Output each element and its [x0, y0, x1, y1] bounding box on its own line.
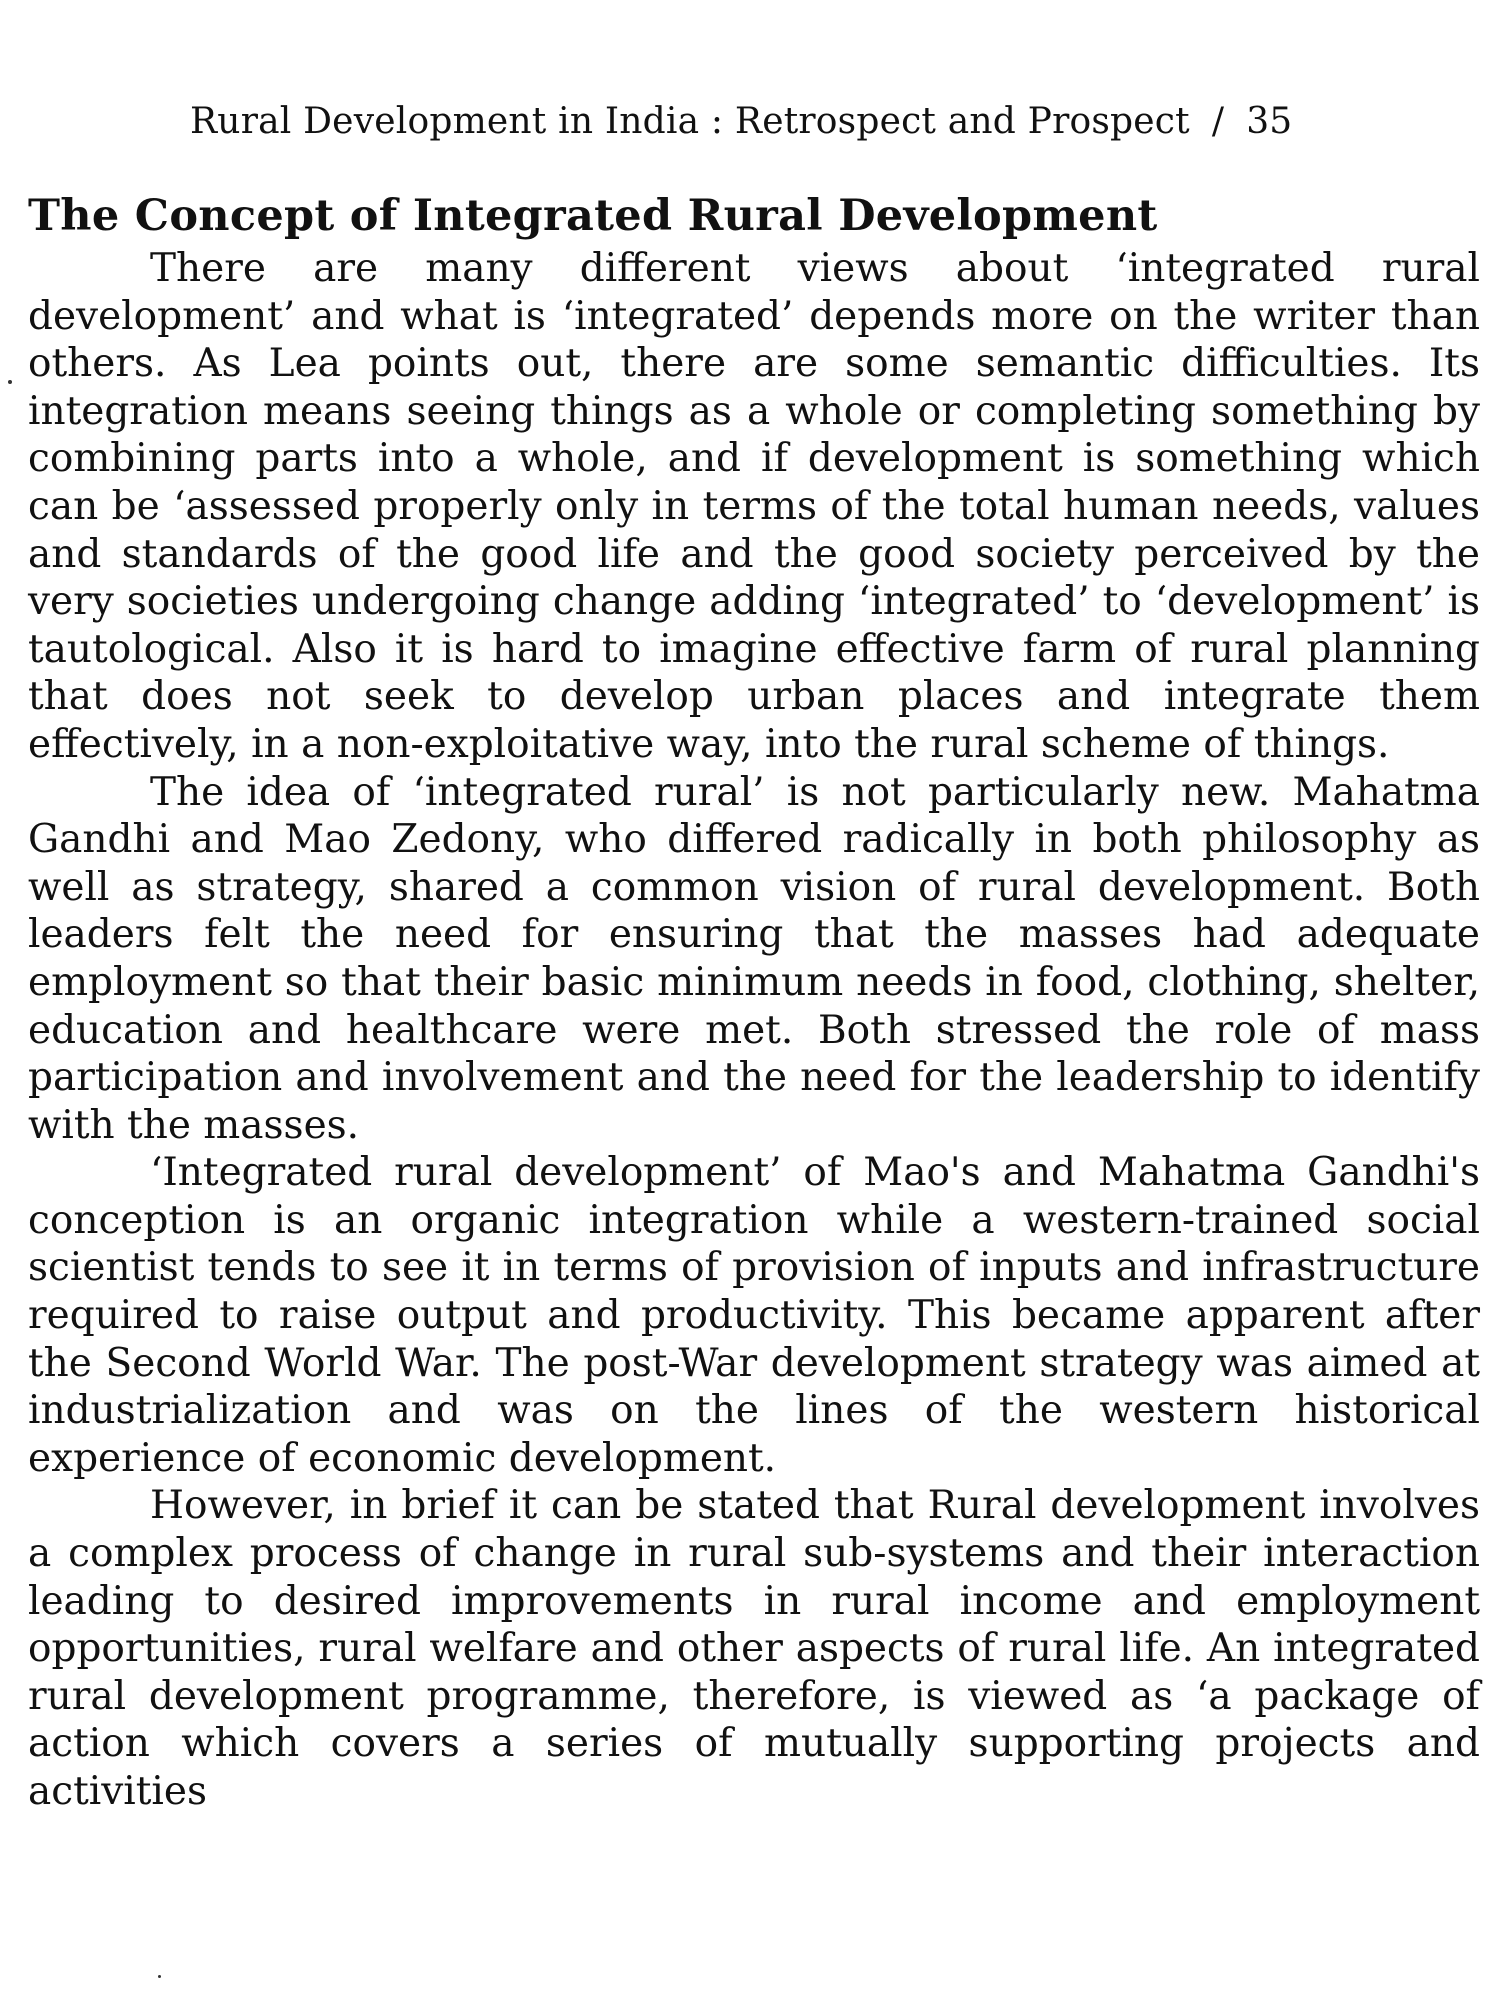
body-text [28, 245, 1480, 1816]
running-title: Rural Development in India : Retrospect and Prospect [190, 101, 1190, 142]
paragraph-3: ‘Integrated rural development’ of Mao's and Mahatma Gandhi's conception is an organic integration while a western-trained social scientist tends to see it in terms of provision of inputs and infrastructure required to raise output and productivity. This became apparent after the Second World War. The post-War development strategy was aimed at industrialization and was on the lines of the western historical experience of economic development. [28, 1150, 1480, 1481]
page-number: 35 [1246, 101, 1293, 142]
running-header [190, 100, 1480, 144]
scan-speck [8, 380, 12, 384]
header-separator: / [1211, 101, 1225, 142]
paragraph-4: However, in brief it can be stated that Rural development involves a complex process of change in rural sub-systems and their interaction leading to desired improvements in rural income and employment opportunities, rural welfare and other aspects of rural life. An integrated rural development programme, therefore, is viewed as ‘a package of action which covers a series of mutually supporting projects and activities [28, 1483, 1480, 1814]
scan-speck [158, 1975, 161, 1978]
paragraph-1: There are many different views about ‘integrated rural development’ and what is ‘integrated’ depends more on the writer than others. As Lea points out, there are some semantic difficulties. Its integration means seeing things as a whole or completing something by combining parts into a whole, and if development is something which can be ‘assessed properly only in terms of the total human needs, values and standards of the good life and the good society perceived by the very societies undergoing change adding ‘integrated’ to ‘development’ is tautological. Also it is hard to imagine effective farm of rural planning that does not seek to develop urban places and integrate them effectively, in a non-exploitative way, into the rural scheme of things. [28, 246, 1480, 767]
paragraph-2: The idea of ‘integrated rural’ is not particularly new. Mahatma Gandhi and Mao Zedony, who differed radically in both philosophy as well as strategy, shared a common vision of rural development. Both leaders felt the need for ensuring that the masses had adequate employment so that their basic minimum needs in food, clothing, shelter, education and healthcare were met. Both stressed the role of mass participation and involvement and the need for the leadership to identify with the masses. [28, 769, 1480, 1148]
section-heading: The Concept of Integrated Rural Development [28, 191, 1158, 241]
